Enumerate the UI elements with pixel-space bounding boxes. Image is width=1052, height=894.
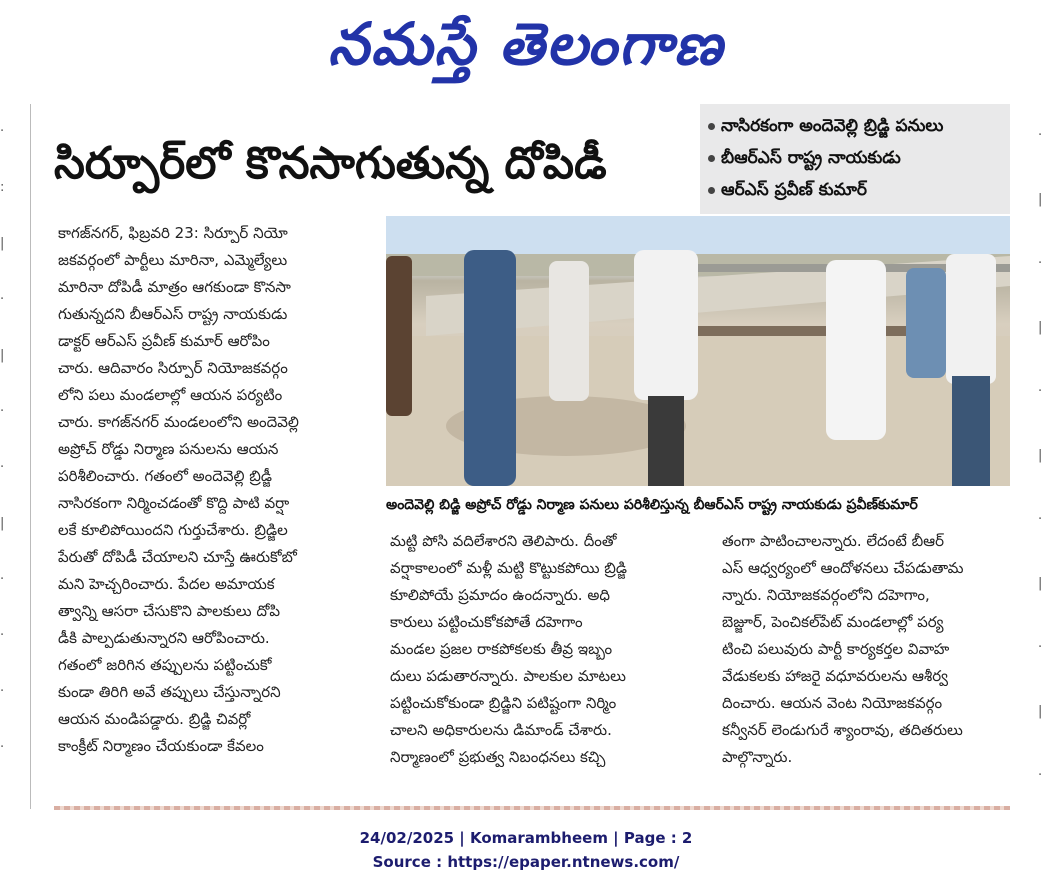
photo-caption: అందెవెల్లి బిడ్జి అప్రోచ్ రోడ్డు నిర్మాణ పనులు పరిశీలిస్తున్న బీఆర్‌ఎస్ రాష్ట్ర నాయకుడు ప్రవీణ్‌కుమార్ xyxy=(386,497,918,513)
body-text-line: మండల ప్రజల రాకపోకలకు తీవ్ర ఇబ్బం xyxy=(390,640,613,658)
body-text-line: ఎస్ ఆధ్వర్యంలో ఆందోళనలు చేపడుతామ xyxy=(722,559,964,577)
body-text-line: తంగా పాటించాలన్నారు. లేదంటే బీఆర్ xyxy=(722,532,944,550)
column-divider xyxy=(30,104,31,809)
bullet-icon xyxy=(708,123,715,130)
body-text-line: టించి పలువురు పార్టీ కార్యకర్తల వివాహ xyxy=(722,640,950,658)
body-text-line: పేరుతో దోపిడీ చేయాలని చూస్తే ఊరుకోబో xyxy=(58,548,297,566)
masthead xyxy=(0,0,1052,96)
body-text-line: చారు. ఆదివారం సిర్పూర్ నియోజకవర్గం xyxy=(58,359,288,377)
body-text-line: మని హెచ్చరించారు. పేదల అమాయక xyxy=(58,575,275,593)
newspaper-logo: నమస్తే తెలంగాణ xyxy=(328,10,724,78)
subhead-box xyxy=(700,104,1010,214)
body-text-line: అప్రోచ్ రోడ్డు నిర్మాణ పనులను ఆయన xyxy=(58,440,279,458)
body-text-line: కారులు పట్టించుకోకపోతే దహెగాం xyxy=(390,613,583,631)
body-text-line: లకే కూలిపోయిందని గుర్తుచేశారు. బ్రిడ్జిల xyxy=(58,521,288,539)
body-text-line: బెజ్జూర్, పెంచికల్‌పేట్ మండలాల్లో పర్య xyxy=(722,613,944,631)
section-divider xyxy=(54,806,1010,810)
body-text-line: కాంక్రీట్ నిర్మాణం చేయకుండా కేవలం xyxy=(58,737,264,755)
body-text-line: న్నారు. నియోజకవర్గంలోని దహెగాం, xyxy=(722,586,930,604)
body-text-line: కన్వీనర్ లెండుగురే శ్యాంరావు, తదితరులు xyxy=(722,721,963,739)
body-text-line: గుతున్నదని బీఆర్‌ఎస్ రాష్ట్ర నాయకుడు xyxy=(58,305,288,323)
subhead-item: నాసిరకంగా అందెవెల్లి బ్రిడ్జి పనులు xyxy=(708,110,1002,142)
news-photo xyxy=(386,216,1010,486)
subhead-item: ఆర్‌ఎస్ ప్రవీణ్ కుమార్ xyxy=(708,174,1002,206)
bullet-icon xyxy=(708,155,715,162)
body-text-line: దించారు. ఆయన వెంట నియోజకవర్గం xyxy=(722,694,943,712)
body-text-line: జకవర్గంలో పార్టీలు మారినా, ఎమ్మెల్యేలు xyxy=(58,251,288,269)
body-text-line: లోని పలు మండలాల్లో ఆయన పర్యటిం xyxy=(58,386,283,404)
body-text-line: నిర్మాణంలో ప్రభుత్వ నిబంధనలు కచ్చి xyxy=(390,748,606,766)
bullet-icon xyxy=(708,187,715,194)
body-text-line: వేడుకలకు హాజరై వధూవరులను ఆశీర్వ xyxy=(722,667,949,685)
body-text-line: ఆయన మండిపడ్డారు. బ్రిడ్జి చివర్లో xyxy=(58,710,251,728)
body-text-line: త్వాన్ని ఆసరా చేసుకొని పాలకులు దోపి xyxy=(58,602,281,620)
body-text-line: చాలని అధికారులను డిమాండ్ చేశారు. xyxy=(390,721,612,739)
body-text-line: వర్షాకాలంలో మళ్లీ మట్టి కొట్టుకపోయి బ్రిడ్జి xyxy=(390,559,627,577)
news-article xyxy=(54,104,1010,810)
body-text-line: పట్టించుకోకుండా బ్రిడ్జిని పటిష్టంగా నిర్మిం xyxy=(390,694,617,712)
adjacent-article-fragment-right: · | · | · | · | · | · xyxy=(1038,128,1043,783)
body-text-line: కాగజ్‌నగర్, ఫిబ్రవరి 23: సిర్పూర్ నియో xyxy=(58,224,288,242)
subhead-item: బీఆర్‌ఎస్ రాష్ట్ర నాయకుడు xyxy=(708,142,1002,174)
body-text-line: దులు పడుతారన్నారు. పాలకుల మాటలు xyxy=(390,667,626,685)
body-text-line: చారు. కాగజ్‌నగర్ మండలంలోని అందెవెల్లి xyxy=(58,413,299,431)
body-text-line: కుండా తిరిగి అవే తప్పులు చేస్తున్నారని xyxy=(58,683,281,701)
body-text-line: గతంలో జరిగిన తప్పులను పట్టించుకో xyxy=(58,656,272,674)
body-text-line: డీకి పాల్పడుతున్నారని ఆరోపించారు. xyxy=(58,629,270,647)
bridge-inspection-photo xyxy=(386,216,1010,486)
body-text-line: మట్టి పోసి వదిలేశారని తెలిపారు. దీంతో xyxy=(390,532,617,550)
article-column-3 xyxy=(722,528,1012,771)
page-footer xyxy=(0,826,1052,874)
article-column-1 xyxy=(58,220,344,760)
source-link[interactable]: Source : https://epaper.ntnews.com/ xyxy=(372,853,680,871)
body-text-line: డాక్టర్ ఆర్‌ఎస్ ప్రవీణ్ కుమార్ ఆరోపిం xyxy=(58,332,270,350)
body-text-line: మారినా దోపిడీ మాత్రం ఆగకుండా కొనసా xyxy=(58,278,291,296)
edition-info: 24/02/2025 | Komarambheem | Page : 2 xyxy=(359,829,693,847)
body-text-line: నాసిరకంగా నిర్మించడంతో కొద్ది పాటి వర్షా xyxy=(58,494,290,512)
adjacent-article-fragment-left: · : | · | · · | · · · · xyxy=(0,124,5,754)
body-text-line: కూలిపోయే ప్రమాదం ఉందన్నారు. అధి xyxy=(390,586,610,604)
article-headline: సిర్పూర్‌లో కొనసాగుతున్న దోపిడీ xyxy=(54,138,607,189)
body-text-line: పాల్గొన్నారు. xyxy=(722,748,793,766)
body-text-line: పరిశీలించారు. గతంలో అందెవెల్లి బ్రిడ్జీ xyxy=(58,467,272,485)
article-column-2 xyxy=(390,528,680,771)
